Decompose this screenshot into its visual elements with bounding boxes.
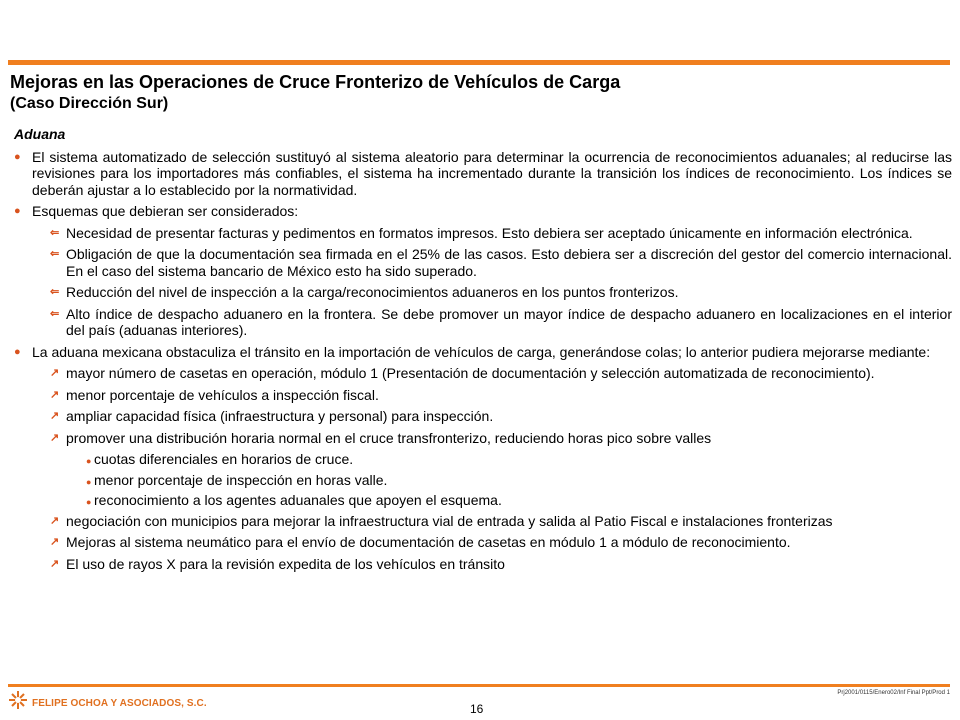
bullet-text: negociación con municipios para mejorar la infraestructura vial de entrada y salida al Patio Fiscal e instalaciones fronterizas	[66, 512, 833, 529]
bullet-text: menor porcentaje de vehículos a inspección fiscal.	[66, 386, 379, 403]
page-number: 16	[470, 702, 484, 716]
bullet-text: El sistema automatizado de selección sustituyó al sistema aleatorio para determinar la ocurrencia de reconocimientos aduanales; al reducirse las revisiones para los importadores más confiables, el sistema ha incrementado durante la transición los índices de reconocimiento. Los índices se deberán ajustar a lo establecido por la normatividad.	[32, 148, 952, 198]
bullet-icon: ●	[14, 345, 21, 358]
list-item	[14, 306, 952, 339]
arrow-bullet-icon: ⇐	[50, 226, 60, 239]
bullet-text: El uso de rayos X para la revisión expedita de los vehículos en tránsito	[66, 555, 505, 572]
footer-company-name: FELIPE OCHOA Y ASOCIADOS, S.C.	[32, 697, 207, 709]
bullet-icon: ●	[14, 150, 21, 163]
company-logo-icon	[8, 690, 28, 710]
bullet-text: Alto índice de despacho aduanero en la frontera. Se debe promover un mayor índice de despacho aduanero en localizaciones en el interior del país (aduanas interiores).	[66, 305, 952, 338]
bullet-icon: ●	[86, 476, 92, 487]
diagonal-arrow-icon: ↗	[50, 557, 60, 570]
diagonal-arrow-icon: ↗	[50, 514, 60, 527]
list-item	[14, 513, 952, 530]
bullet-text: promover una distribución horaria normal en el cruce transfronterizo, reduciendo horas pico sobre valles	[66, 429, 712, 446]
bullet-text: Reducción del nivel de inspección a la carga/reconocimientos aduaneros en los puntos fronterizos.	[66, 284, 679, 300]
section-heading: Aduana	[14, 126, 66, 142]
page-subtitle: (Caso Dirección Sur)	[10, 95, 169, 112]
diagonal-arrow-icon: ↗	[50, 388, 60, 401]
bullet-text: La aduana mexicana obstaculiza el tránsito en la importación de vehículos de carga, generándose colas; lo anterior pudiera mejorarse mediante:	[32, 343, 931, 360]
diagonal-arrow-icon: ↗	[50, 367, 60, 379]
list-item	[14, 246, 952, 279]
bullet-icon: ●	[86, 456, 92, 466]
list-item	[14, 556, 952, 573]
list-item	[14, 225, 952, 242]
bullet-text: Mejoras al sistema neumático para el envío de documentación de casetas en módulo 1 a módulo de reconocimiento.	[66, 534, 791, 550]
list-item	[14, 387, 952, 404]
list-item	[14, 534, 952, 551]
page-title: Mejoras en las Operaciones de Cruce Fronterizo de Vehículos de Carga	[10, 72, 621, 92]
diagonal-arrow-icon: ↗	[50, 410, 60, 422]
bullet-text: ampliar capacidad física (infraestructura y personal) para inspección.	[66, 408, 494, 424]
list-item	[14, 492, 952, 509]
top-orange-rule	[8, 60, 950, 65]
arrow-bullet-icon: ⇐	[50, 248, 60, 260]
bullet-text: mayor número de casetas en operación, módulo 1 (Presentación de documentación y selección automatizada de reconocimiento).	[66, 365, 875, 381]
list-item	[14, 408, 952, 425]
content-body	[14, 126, 952, 577]
footer-logo	[8, 690, 207, 710]
bullet-text: menor porcentaje de inspección en horas valle.	[94, 471, 388, 488]
list-item	[14, 472, 952, 489]
bullet-icon: ●	[14, 205, 21, 217]
bottom-orange-rule	[8, 684, 950, 687]
file-reference: Prj2001/0115/Enero02/Inf Final Ppt/Prod 1	[837, 690, 950, 696]
list-item	[14, 203, 952, 220]
bullet-icon: ●	[86, 497, 92, 507]
bullet-text: Esquemas que debieran ser considerados:	[32, 203, 299, 219]
bullet-text: Necesidad de presentar facturas y pedimentos en formatos impresos. Esto debiera ser aceptado únicamente en información electrónica.	[66, 224, 913, 241]
list-item	[14, 430, 952, 447]
diagonal-arrow-icon: ↗	[50, 536, 60, 548]
list-item	[14, 284, 952, 301]
bullet-text: reconocimiento a los agentes aduanales que apoyen el esquema.	[94, 492, 502, 508]
list-item	[14, 344, 952, 361]
diagonal-arrow-icon: ↗	[50, 431, 60, 444]
list-item	[14, 149, 952, 199]
arrow-bullet-icon: ⇐	[50, 307, 60, 320]
bullet-text: Obligación de que la documentación sea firmada en el 25% de las casos. Esto debiera ser a discreción del gestor del comercio internacional. En el caso del sistema bancario de México esto ha sido superado.	[66, 246, 952, 279]
list-item	[14, 365, 952, 382]
arrow-bullet-icon: ⇐	[50, 286, 60, 298]
bullet-text: cuotas diferenciales en horarios de cruce.	[94, 451, 354, 467]
list-item	[14, 451, 952, 468]
